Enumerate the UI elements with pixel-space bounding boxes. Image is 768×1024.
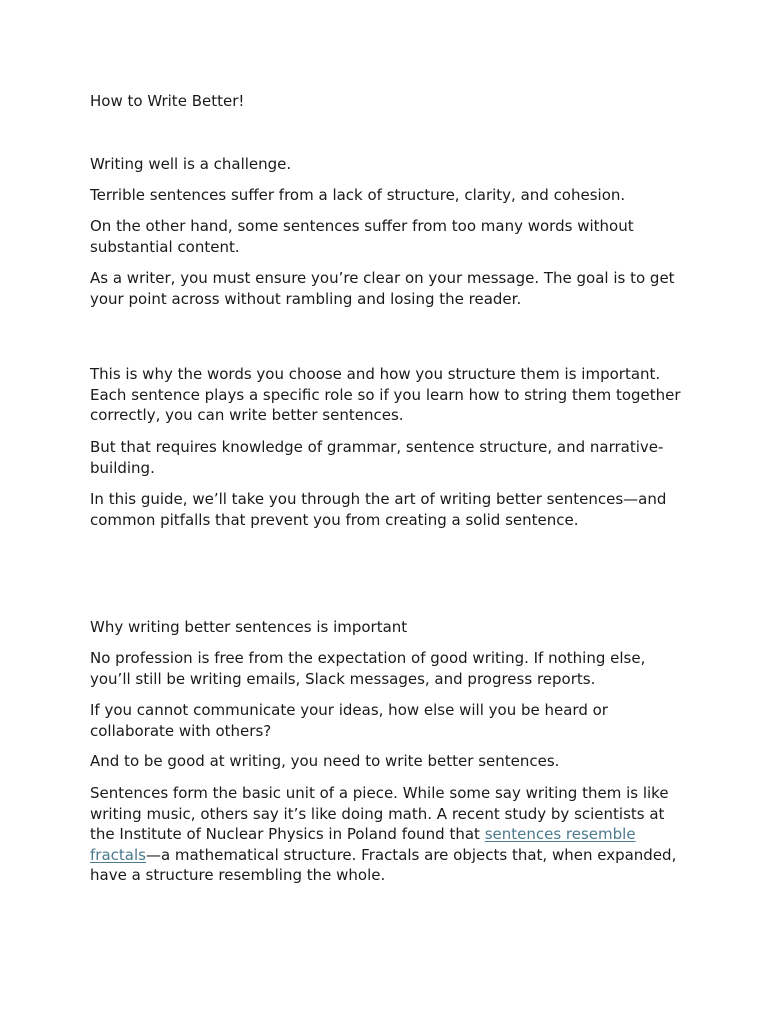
paragraph-text-after-link: —a mathematical structure. Fractals are objects that, when expanded, have a structure resembling the whole.: [90, 845, 677, 885]
fractals-link[interactable]: sentences resemble fractals: [90, 825, 636, 864]
paragraph-section-3: And to be good at writing, you need to write better sentences.: [90, 752, 560, 770]
paragraph-body-2: But that requires knowledge of grammar, sentence structure, and narrative-building.: [90, 438, 664, 477]
paragraph-body-1: This is why the words you choose and how you structure them is important. Each sentence plays a specific role so if you learn how to string them together correctly, you can write better sentences.: [90, 365, 681, 425]
paragraph-intro-4: As a writer, you must ensure you’re clear on your message. The goal is to get your point across without rambling and losing the reader.: [90, 269, 675, 308]
paragraph-intro-3: On the other hand, some sentences suffer from too many words without substantial content.: [90, 217, 634, 256]
paragraph-intro-1: Writing well is a challenge.: [90, 155, 292, 173]
paragraph-body-3: In this guide, we’ll take you through the art of writing better sentences—and common pitfalls that prevent you from creating a solid sentence.: [90, 490, 667, 529]
paragraph-section-2: If you cannot communicate your ideas, how else will you be heard or collaborate with others?: [90, 701, 608, 740]
section-heading: Why writing better sentences is important: [90, 618, 408, 636]
paragraph-text-before-link: Sentences form the basic unit of a piece. While some say writing them is like writing music, others say it’s like doing math. A recent study by scientists at the Institute of Nuclear Physics in Poland found that: [90, 784, 669, 844]
document-title: How to Write Better!: [90, 92, 245, 110]
paragraph-section-1: No profession is free from the expectation of good writing. If nothing else, you’ll still be writing emails, Slack messages, and progress reports.: [90, 649, 646, 688]
paragraph-intro-2: Terrible sentences suffer from a lack of structure, clarity, and cohesion.: [90, 186, 626, 204]
paragraph-section-4: [90, 783, 686, 886]
